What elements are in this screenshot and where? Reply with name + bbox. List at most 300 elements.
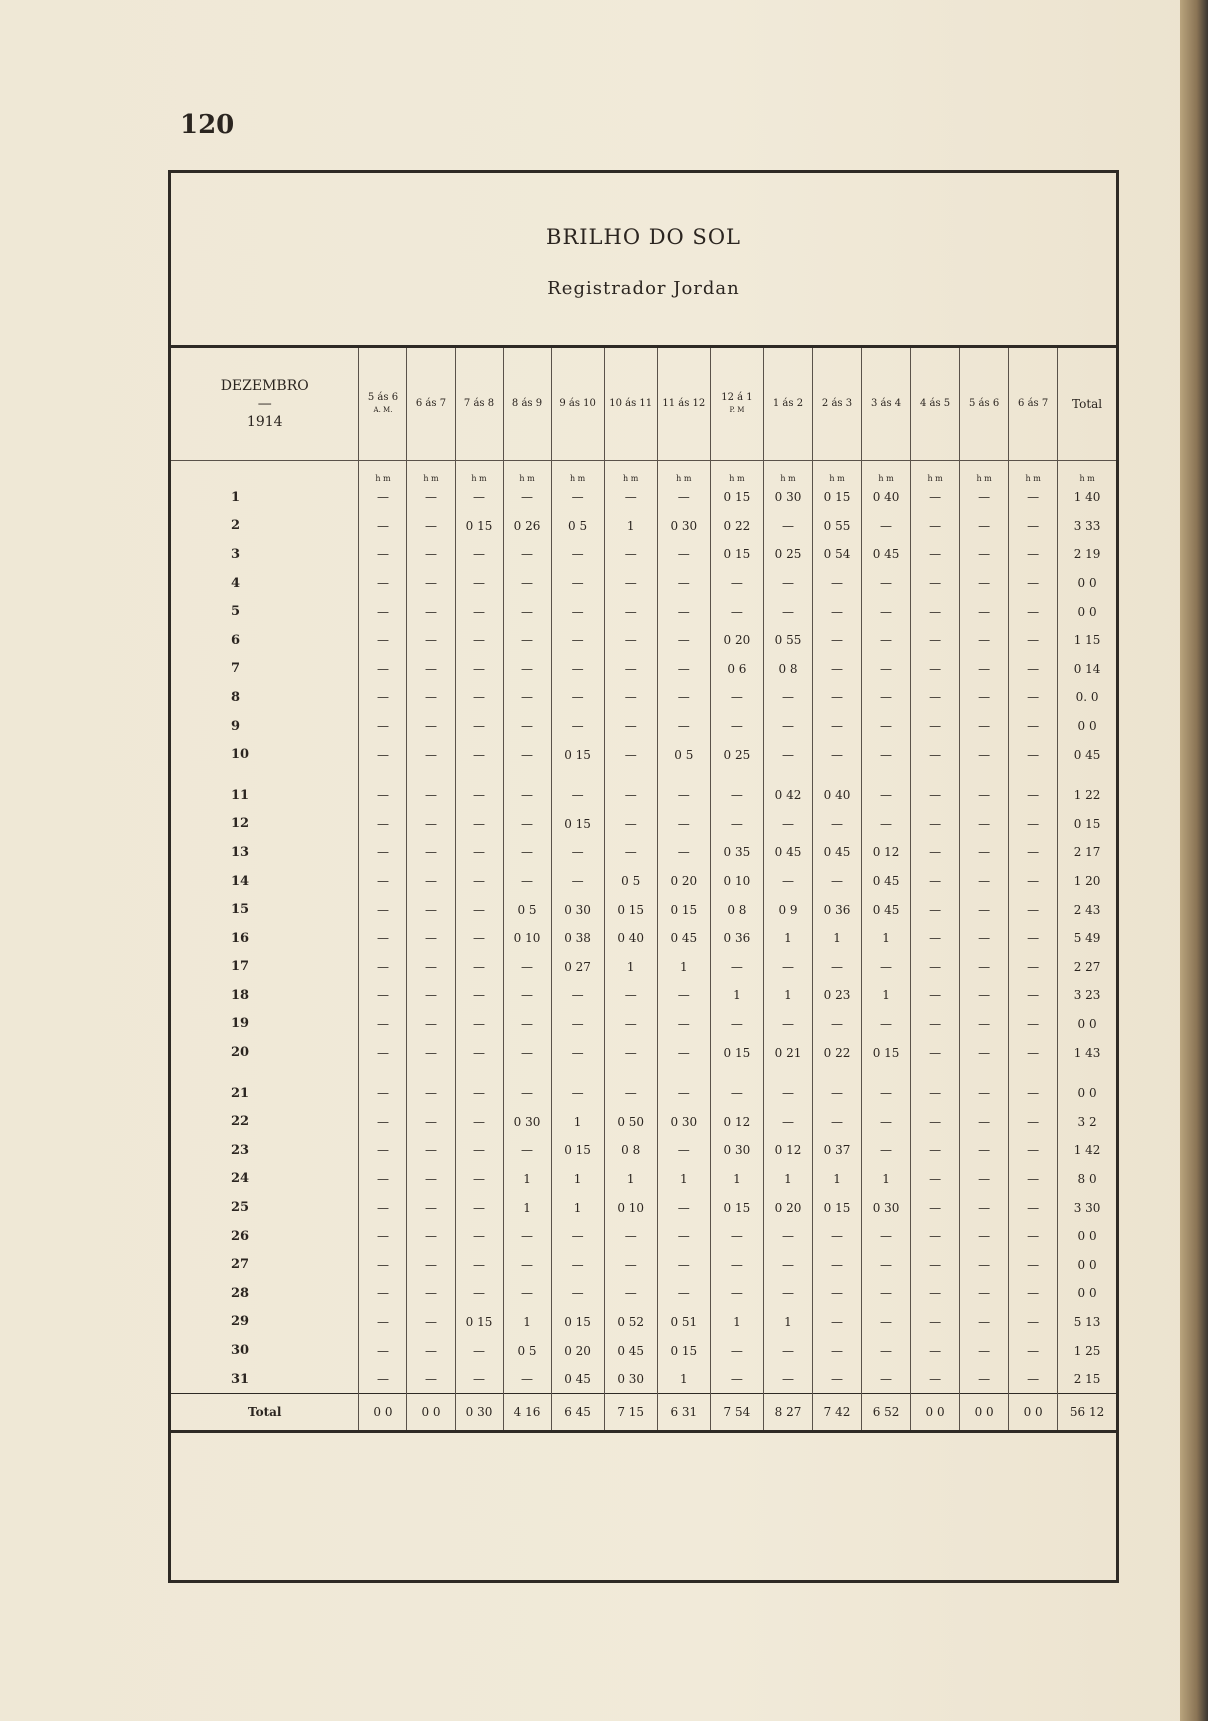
hour-cell: — <box>503 683 551 712</box>
hour-cell: — <box>1009 924 1058 953</box>
hour-cell: 0 15 <box>551 740 604 769</box>
hour-cell: — <box>911 1165 960 1194</box>
hour-cell: 0 30 <box>551 895 604 924</box>
hour-cell: — <box>407 1038 455 1067</box>
total-cell: 0 45 <box>1058 740 1116 769</box>
hour-cell: — <box>911 1250 960 1279</box>
day-label: 17 <box>231 959 250 975</box>
hour-cell: 1 <box>551 1193 604 1222</box>
total-cell: 0. 0 <box>1058 683 1116 712</box>
hour-cell: — <box>455 981 503 1010</box>
hour-cell: — <box>710 953 763 982</box>
hour-cell: — <box>657 781 710 810</box>
hour-cell: — <box>911 1079 960 1108</box>
total-cell: 3 23 <box>1058 981 1116 1010</box>
hour-cell: — <box>407 895 455 924</box>
hour-cell: — <box>359 1165 407 1194</box>
hour-cell: 0 25 <box>763 540 812 569</box>
totals-cell: 4 16 <box>503 1394 551 1432</box>
gap-cell <box>710 1067 763 1079</box>
gap-cell <box>960 769 1009 781</box>
hour-cell: — <box>359 1279 407 1308</box>
hour-cell: — <box>551 1222 604 1251</box>
hour-cell: — <box>862 1336 911 1365</box>
hour-cell: — <box>710 683 763 712</box>
unit-label: h m <box>359 461 407 484</box>
gap-cell <box>171 769 359 781</box>
hour-cell: — <box>1009 655 1058 684</box>
table-row <box>171 1279 1116 1308</box>
unit-label: h m <box>551 461 604 484</box>
hour-cell: — <box>359 1222 407 1251</box>
hour-cell: 1 <box>503 1308 551 1337</box>
hour-cell: — <box>960 1038 1009 1067</box>
hour-cell: — <box>1009 895 1058 924</box>
hour-cell: 0 15 <box>710 1038 763 1067</box>
hour-cell: 0 15 <box>604 895 657 924</box>
totals-cell: 0 0 <box>911 1394 960 1432</box>
hour-cell: 0 15 <box>710 540 763 569</box>
hour-cell: — <box>455 924 503 953</box>
hour-cell: — <box>604 838 657 867</box>
hour-cell: — <box>960 838 1009 867</box>
hour-cell: 0 21 <box>763 1038 812 1067</box>
hour-cell: — <box>455 1365 503 1394</box>
gap-cell <box>911 1067 960 1079</box>
hour-cell: — <box>455 1010 503 1039</box>
hour-cell: 0 10 <box>503 924 551 953</box>
day-label: 19 <box>231 1016 250 1032</box>
hour-cell: 0 42 <box>763 781 812 810</box>
day-label: 30 <box>231 1343 250 1359</box>
hour-cell: — <box>604 597 657 626</box>
gap-cell <box>171 1067 359 1079</box>
hour-cell: — <box>551 1250 604 1279</box>
hour-cell: — <box>862 810 911 839</box>
hour-cell: — <box>551 781 604 810</box>
hour-cell: — <box>359 1107 407 1136</box>
hour-cell: — <box>551 597 604 626</box>
hour-cell: — <box>455 483 503 512</box>
hour-cell: — <box>657 1038 710 1067</box>
hour-cell: — <box>862 683 911 712</box>
hour-cell: — <box>813 683 862 712</box>
hour-cell: — <box>503 540 551 569</box>
table-row <box>171 1250 1116 1279</box>
hour-cell: 1 <box>604 953 657 982</box>
hour-cell: — <box>455 1038 503 1067</box>
hour-cell: — <box>455 838 503 867</box>
hour-cell: — <box>911 953 960 982</box>
hour-cell: — <box>911 740 960 769</box>
hour-cell: — <box>911 1365 960 1394</box>
hour-cell: — <box>359 1336 407 1365</box>
hour-cell: — <box>813 740 862 769</box>
day-label: 20 <box>231 1045 250 1061</box>
col-header: 10 ás 11 <box>604 348 657 461</box>
hour-cell: — <box>813 1308 862 1337</box>
hour-cell: — <box>359 597 407 626</box>
hour-cell: — <box>455 683 503 712</box>
hour-cell: 0 35 <box>710 838 763 867</box>
hour-cell: — <box>455 895 503 924</box>
hour-cell: 0 45 <box>551 1365 604 1394</box>
hour-cell: — <box>455 1136 503 1165</box>
table-row <box>171 1308 1116 1337</box>
hour-cell: 0 45 <box>862 540 911 569</box>
col-header: 1 ás 2 <box>763 348 812 461</box>
hour-cell: 0 20 <box>551 1336 604 1365</box>
hour-cell: — <box>911 1010 960 1039</box>
hour-cell: — <box>813 569 862 598</box>
hour-cell: — <box>455 626 503 655</box>
hour-cell: — <box>911 1136 960 1165</box>
hour-cell: — <box>407 1079 455 1108</box>
hour-cell: — <box>359 1308 407 1337</box>
hour-cell: 0 36 <box>710 924 763 953</box>
total-cell: 5 13 <box>1058 1308 1116 1337</box>
hour-cell: — <box>911 512 960 541</box>
hour-cell: — <box>503 981 551 1010</box>
unit-label: h m <box>763 461 812 484</box>
hour-cell: — <box>763 597 812 626</box>
am-label: A. M. <box>373 406 393 414</box>
day-label: 1 <box>231 489 241 505</box>
day-label: 18 <box>231 987 250 1003</box>
hour-cell: — <box>503 569 551 598</box>
hour-cell: — <box>359 781 407 810</box>
hour-cell: — <box>1009 626 1058 655</box>
col-header: 3 ás 4 <box>862 348 911 461</box>
hour-cell: — <box>407 1365 455 1394</box>
hour-cell: 1 <box>763 981 812 1010</box>
hour-cell: — <box>455 1250 503 1279</box>
unit-label: h m <box>604 461 657 484</box>
hour-cell: — <box>1009 1165 1058 1194</box>
hour-cell: — <box>763 1336 812 1365</box>
totals-cell: 0 30 <box>455 1394 503 1432</box>
hour-cell: — <box>960 1136 1009 1165</box>
hour-cell: — <box>503 1279 551 1308</box>
gap-cell <box>1009 1067 1058 1079</box>
totals-cell: 0 0 <box>359 1394 407 1432</box>
col-header: 8 ás 9 <box>503 348 551 461</box>
total-cell: 0 14 <box>1058 655 1116 684</box>
hour-cell: — <box>813 1279 862 1308</box>
day-label: 8 <box>231 689 241 705</box>
hour-cell: — <box>359 655 407 684</box>
gap-cell <box>862 769 911 781</box>
col-header: 2 ás 3 <box>813 348 862 461</box>
hour-cell: — <box>862 1107 911 1136</box>
gap-cell <box>604 769 657 781</box>
total-cell: 5 49 <box>1058 924 1116 953</box>
gap-cell <box>657 769 710 781</box>
hour-cell: — <box>1009 569 1058 598</box>
hour-cell: 1 <box>862 981 911 1010</box>
hour-cell: — <box>657 683 710 712</box>
hour-cell: — <box>604 683 657 712</box>
total-cell: 1 42 <box>1058 1136 1116 1165</box>
hour-cell: — <box>503 838 551 867</box>
hour-cell: — <box>407 838 455 867</box>
hour-cell: — <box>359 626 407 655</box>
hour-cell: — <box>911 924 960 953</box>
totals-cell: 7 42 <box>813 1394 862 1432</box>
hour-cell: — <box>1009 867 1058 896</box>
gap-cell <box>551 1067 604 1079</box>
hour-cell: 1 <box>604 1165 657 1194</box>
hour-cell: — <box>710 569 763 598</box>
total-cell: 1 43 <box>1058 1038 1116 1067</box>
hour-cell: — <box>407 597 455 626</box>
hour-cell: — <box>911 540 960 569</box>
hour-cell: 1 <box>710 981 763 1010</box>
hour-cell: — <box>657 1079 710 1108</box>
table-row <box>171 810 1116 839</box>
hour-cell: — <box>551 1038 604 1067</box>
day-label: 5 <box>231 604 241 620</box>
hour-cell: 0 38 <box>551 924 604 953</box>
hour-cell: 0 55 <box>763 626 812 655</box>
day-label: 23 <box>231 1142 250 1158</box>
gap-cell <box>862 1067 911 1079</box>
hour-cell: — <box>407 569 455 598</box>
hour-cell: — <box>359 1079 407 1108</box>
hour-cell: — <box>960 1079 1009 1108</box>
unit-label: h m <box>1058 461 1116 484</box>
hour-cell: — <box>604 810 657 839</box>
table-row <box>171 712 1116 741</box>
hour-cell: — <box>862 1279 911 1308</box>
totals-cell: 6 45 <box>551 1394 604 1432</box>
hour-cell: — <box>657 810 710 839</box>
hour-cell: — <box>657 1193 710 1222</box>
row-gap <box>171 769 1116 781</box>
table-row <box>171 483 1116 512</box>
totals-cell: 7 15 <box>604 1394 657 1432</box>
hour-cell: — <box>407 540 455 569</box>
hour-cell: — <box>455 1165 503 1194</box>
day-label: 14 <box>231 873 250 889</box>
col-header <box>359 348 407 461</box>
hour-cell: — <box>604 1250 657 1279</box>
hour-cell: — <box>604 740 657 769</box>
total-cell: 1 22 <box>1058 781 1116 810</box>
hour-cell: — <box>763 512 812 541</box>
hour-cell: — <box>455 740 503 769</box>
hour-cell: — <box>911 895 960 924</box>
hour-cell: 0 15 <box>455 512 503 541</box>
hour-cell: — <box>1009 781 1058 810</box>
pm-label: P. M <box>729 406 745 414</box>
hour-cell: 0 5 <box>551 512 604 541</box>
hour-cell: 0 20 <box>763 1193 812 1222</box>
sunshine-table <box>171 348 1116 1433</box>
hour-cell: — <box>455 1279 503 1308</box>
hour-cell: — <box>813 597 862 626</box>
hour-cell: — <box>455 810 503 839</box>
hour-cell: — <box>407 740 455 769</box>
hour-cell: — <box>911 1193 960 1222</box>
col-header: 11 ás 12 <box>657 348 710 461</box>
hour-cell: 1 <box>813 924 862 953</box>
hour-cell: — <box>763 1279 812 1308</box>
table-row <box>171 1136 1116 1165</box>
hour-cell: — <box>911 712 960 741</box>
hour-cell: — <box>813 626 862 655</box>
hour-cell: 0 15 <box>710 483 763 512</box>
hour-cell: 0 54 <box>813 540 862 569</box>
hour-cell: — <box>359 810 407 839</box>
hour-cell: — <box>911 1107 960 1136</box>
gap-cell <box>604 1067 657 1079</box>
hour-cell: — <box>503 483 551 512</box>
hour-cell: — <box>1009 712 1058 741</box>
hour-cell: — <box>763 867 812 896</box>
unit-label: h m <box>862 461 911 484</box>
table-row <box>171 1222 1116 1251</box>
hour-cell: 0 5 <box>604 867 657 896</box>
day-label: 10 <box>231 747 250 763</box>
hour-cell: 0 45 <box>657 924 710 953</box>
hour-cell: — <box>960 981 1009 1010</box>
hour-cell: — <box>813 1336 862 1365</box>
hour-cell: 1 <box>813 1165 862 1194</box>
hour-cell: — <box>710 1222 763 1251</box>
hour-cell: — <box>911 483 960 512</box>
hour-cell: — <box>359 712 407 741</box>
totals-cell: 56 12 <box>1058 1394 1116 1432</box>
hour-cell: — <box>407 981 455 1010</box>
hour-cell: — <box>813 953 862 982</box>
hour-cell: — <box>657 1010 710 1039</box>
hour-cell: — <box>862 1308 911 1337</box>
gap-cell <box>407 769 455 781</box>
hour-cell: — <box>604 483 657 512</box>
gap-cell <box>813 1067 862 1079</box>
hour-cell: — <box>1009 483 1058 512</box>
day-label: 31 <box>231 1371 250 1387</box>
totals-cell: 8 27 <box>763 1394 812 1432</box>
gap-cell <box>657 1067 710 1079</box>
hour-cell: — <box>960 1308 1009 1337</box>
hour-cell: — <box>604 1010 657 1039</box>
hour-cell: — <box>551 655 604 684</box>
hour-cell: 0 15 <box>813 1193 862 1222</box>
hour-cell: 0 25 <box>710 740 763 769</box>
total-cell: 0 0 <box>1058 1010 1116 1039</box>
hour-cell: — <box>960 683 1009 712</box>
hour-cell: — <box>407 655 455 684</box>
unit-label: h m <box>911 461 960 484</box>
hour-cell: — <box>359 683 407 712</box>
day-label: 3 <box>231 546 241 562</box>
hour-cell: — <box>359 569 407 598</box>
hour-cell: — <box>911 626 960 655</box>
col-label: 12 á 1 <box>721 392 753 403</box>
hour-cell: 0 8 <box>604 1136 657 1165</box>
hour-cell: — <box>657 712 710 741</box>
hour-cell: — <box>911 981 960 1010</box>
hour-cell: — <box>407 953 455 982</box>
unit-label: h m <box>1009 461 1058 484</box>
gap-cell <box>359 1067 407 1079</box>
hour-cell: — <box>503 597 551 626</box>
hour-cell: — <box>960 1193 1009 1222</box>
hour-cell: 1 <box>763 1308 812 1337</box>
hour-cell: — <box>359 924 407 953</box>
hour-cell: — <box>503 740 551 769</box>
hour-cell: — <box>455 1079 503 1108</box>
table-row <box>171 569 1116 598</box>
unit-label: h m <box>455 461 503 484</box>
hour-cell: 0 45 <box>813 838 862 867</box>
hour-cell: — <box>763 810 812 839</box>
hour-cell: — <box>359 1038 407 1067</box>
hour-cell: — <box>407 924 455 953</box>
col-header: 6 ás 7 <box>407 348 455 461</box>
totals-row <box>171 1394 1116 1432</box>
unit-label: h m <box>960 461 1009 484</box>
hour-cell: — <box>604 655 657 684</box>
gap-cell <box>455 1067 503 1079</box>
gap-cell <box>359 769 407 781</box>
hour-cell: — <box>862 740 911 769</box>
hour-cell: 0 10 <box>710 867 763 896</box>
day-label: 25 <box>231 1200 250 1216</box>
hour-cell: 0 12 <box>862 838 911 867</box>
hour-cell: — <box>813 1107 862 1136</box>
hour-cell: — <box>407 1308 455 1337</box>
table-row <box>171 740 1116 769</box>
total-cell: 3 2 <box>1058 1107 1116 1136</box>
gap-cell <box>503 769 551 781</box>
hour-cell: — <box>1009 1222 1058 1251</box>
hour-cell: — <box>960 810 1009 839</box>
table-title: BRILHO DO SOL <box>546 225 741 249</box>
hour-cell: — <box>503 1010 551 1039</box>
col-header-total: Total <box>1058 348 1116 461</box>
hour-cell: — <box>359 1250 407 1279</box>
hour-cell: — <box>407 1222 455 1251</box>
hour-cell: — <box>813 1079 862 1108</box>
col-label: 5 ás 6 <box>367 392 399 403</box>
hour-cell: 0 15 <box>657 895 710 924</box>
hour-cell: — <box>359 483 407 512</box>
totals-cell: 6 52 <box>862 1394 911 1432</box>
total-cell: 0 0 <box>1058 569 1116 598</box>
hour-cell: — <box>359 838 407 867</box>
hour-cell: 1 <box>710 1308 763 1337</box>
hour-cell: 1 <box>551 1107 604 1136</box>
hour-cell: — <box>407 1107 455 1136</box>
hour-cell: — <box>911 1279 960 1308</box>
hour-cell: — <box>657 1279 710 1308</box>
hour-cell: — <box>911 838 960 867</box>
hour-cell: — <box>551 683 604 712</box>
hour-cell: — <box>604 1079 657 1108</box>
total-cell: 0 0 <box>1058 1279 1116 1308</box>
gap-cell <box>455 769 503 781</box>
hour-cell: 0 40 <box>862 483 911 512</box>
gap-cell <box>551 769 604 781</box>
day-label: 15 <box>231 902 250 918</box>
col-header: 7 ás 8 <box>455 348 503 461</box>
hour-cell: — <box>710 597 763 626</box>
table-row <box>171 655 1116 684</box>
hour-cell: — <box>763 1365 812 1394</box>
